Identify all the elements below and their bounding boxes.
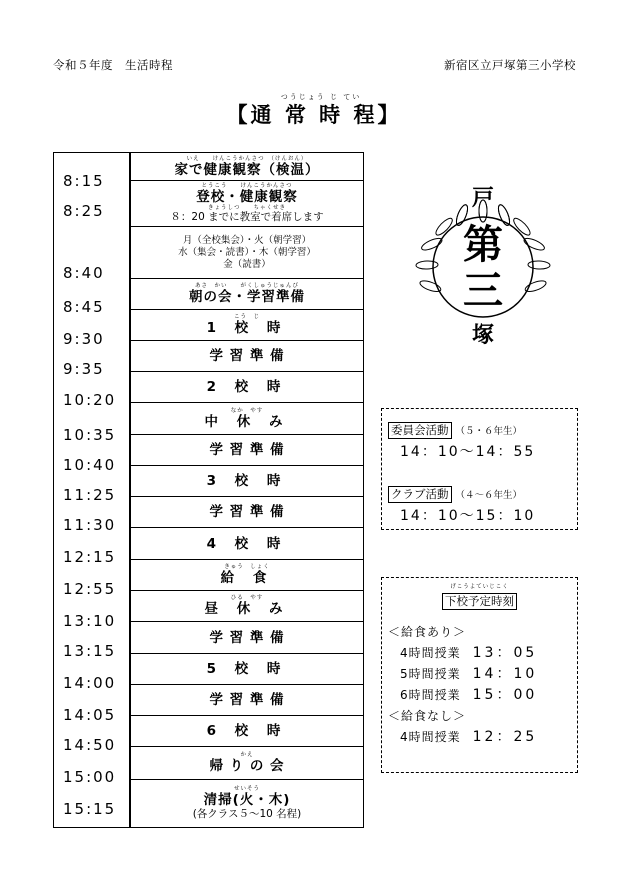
activity-title: 2 校 時 [206, 379, 288, 395]
dismissal-row-label: 6時間授業 [400, 688, 461, 702]
time-text: 8:45 [63, 298, 105, 316]
time-label [54, 707, 129, 723]
dismissal-row [388, 727, 537, 748]
time-text: 12:15 [63, 548, 117, 566]
emblem-char-1: 第 [463, 222, 503, 268]
dismissal-row-time: 15：00 [472, 687, 538, 703]
laurel-leaf [523, 236, 546, 252]
activity-ruby: いえ けんこうかんさつ （けんおん） [186, 155, 308, 162]
time-label [54, 769, 129, 785]
activity-line: 水（集会・読書）・木（朝学習） [178, 246, 316, 258]
activity-row [131, 716, 363, 747]
activity-ruby: せいそう [233, 786, 260, 792]
emblem-char-2: 三 [463, 268, 503, 314]
time-text: 10:35 [63, 426, 117, 444]
activity-title: 学 習 準 備 [209, 692, 285, 708]
activity-ruby: ひる やす [230, 595, 264, 601]
time-text: 14:05 [63, 706, 117, 724]
activity-subtitle: ８：20 までに教室で着席します [170, 211, 324, 223]
time-text: 8:25 [63, 202, 105, 220]
activity-title: 家で健康観察（検温） [174, 161, 320, 178]
committee-label: 委員会活動 [388, 422, 452, 439]
activity-row [131, 279, 363, 310]
time-text: 8:40 [63, 264, 105, 282]
page-title [0, 93, 628, 128]
time-label [54, 173, 129, 189]
time-text: 15:15 [63, 800, 117, 818]
emblem-bottom-char: 塚 [471, 323, 495, 348]
activity-title: 学 習 準 備 [209, 348, 285, 364]
activity-title: 学 習 準 備 [209, 629, 285, 646]
laurel-leaf [511, 216, 532, 237]
activity-ruby: きゅう しょく [224, 564, 270, 570]
dismissal-row-label: 4時間授業 [400, 730, 461, 744]
activity-row [131, 372, 363, 403]
committee-note: （５・６年生） [455, 426, 523, 437]
school-emblem [413, 182, 553, 352]
dismissal-row-time: 12：25 [472, 729, 538, 745]
activity-title: 1 校 時 [206, 320, 288, 336]
time-label [54, 265, 129, 281]
schedule-table [53, 152, 364, 828]
activity-row [131, 466, 363, 497]
dismissal-ruby: げこうよていじこく [450, 584, 509, 590]
time-label [54, 427, 129, 443]
activity-row [131, 341, 363, 372]
dismissal-title: 下校予定時刻 [442, 593, 517, 610]
activity-row [131, 622, 363, 654]
activity-title: 中 休 み [204, 413, 290, 430]
activity-line: 月（全校集会）・火（朝学習） [182, 234, 312, 246]
activity-box [381, 408, 578, 530]
activity-sub-ruby: きょうしつ ちゃくせき [207, 205, 286, 211]
with-lunch-heading: ＜給食あり＞ [388, 625, 467, 639]
laurel-leaf [416, 261, 438, 270]
activity-ruby: かえ [240, 752, 254, 758]
dismissal-list [388, 622, 537, 748]
title-ruby: つうじょう じ てい [280, 93, 362, 101]
laurel-leaf [528, 261, 550, 270]
activity-title: 清掃(火・木) [203, 792, 291, 808]
time-label [54, 801, 129, 817]
activity-row [131, 685, 363, 716]
activity-row [131, 310, 363, 341]
emblem-top-char: 戸 [471, 186, 495, 211]
activity-title: 朝の会・学習準備 [189, 289, 305, 305]
time-text: 13:15 [63, 642, 117, 660]
activity-row [131, 528, 363, 560]
activity-ruby: こう じ [233, 314, 260, 320]
activity-row [131, 591, 363, 622]
time-text: 12:55 [63, 580, 117, 598]
activity-title: 昼 休 み [204, 601, 290, 617]
laurel-leaf [420, 236, 443, 252]
time-label [54, 643, 129, 659]
activity-row [131, 403, 363, 435]
time-label [54, 675, 129, 691]
activity-row [131, 153, 363, 181]
time-text: 14:50 [63, 736, 117, 754]
time-text: 13:10 [63, 612, 117, 630]
activity-row [131, 181, 363, 227]
activity-title: 登校・健康観察 [196, 189, 298, 205]
dismissal-row-time: 13：05 [472, 645, 538, 661]
dismissal-heading [382, 584, 577, 610]
title-text: 【通 常 時 程】 [226, 103, 402, 127]
activity-title: 学 習 準 備 [209, 442, 285, 458]
time-label [54, 581, 129, 597]
time-text: 11:30 [63, 516, 117, 534]
time-text: 10:40 [63, 456, 117, 474]
activity-title: 3 校 時 [206, 473, 288, 489]
activity-title: 5 校 時 [206, 661, 288, 677]
dismissal-row-label: 4時間授業 [400, 646, 461, 660]
time-label [54, 549, 129, 565]
time-label [54, 203, 129, 219]
time-label [54, 487, 129, 503]
dismissal-row [388, 643, 537, 664]
time-text: 14:00 [63, 674, 117, 692]
club-label: クラブ活動 [388, 486, 452, 503]
dismissal-row-label: 5時間授業 [400, 667, 461, 681]
time-label [54, 392, 129, 408]
activity-row [131, 227, 363, 279]
activity-row [131, 435, 363, 466]
activity-title: 6 校 時 [206, 723, 288, 739]
club-time: 14：10～15：10 [400, 508, 536, 524]
header-title: 令和５年度 生活時程 [53, 58, 173, 72]
activity-row [131, 747, 363, 780]
activity-title: 帰 り の 会 [209, 758, 285, 774]
activity-row [131, 780, 363, 827]
school-name: 新宿区立戸塚第三小学校 [444, 58, 576, 72]
activity-row [131, 654, 363, 685]
activity-ruby: なか やす [230, 407, 264, 414]
time-text: 11:25 [63, 486, 117, 504]
activity-ruby: あさ かい がくしゅうじゅんび [194, 283, 299, 289]
time-text: 9:35 [63, 360, 105, 378]
club-note: （４～６年生） [455, 490, 523, 501]
activity-subtitle: (各クラス５～10 名程) [192, 808, 302, 820]
activity-title: 給 食 [220, 570, 274, 586]
activity-title: 4 校 時 [206, 535, 288, 552]
time-text: 10:20 [63, 391, 117, 409]
time-label [54, 517, 129, 533]
activity-row [131, 497, 363, 528]
without-lunch-heading: ＜給食なし＞ [388, 709, 467, 723]
time-text: 15:00 [63, 768, 117, 786]
laurel-leaf [434, 216, 455, 237]
dismissal-row [388, 664, 537, 685]
time-text: 8:15 [63, 172, 105, 190]
time-label [54, 613, 129, 629]
time-label [54, 737, 129, 753]
time-text: 9:30 [63, 330, 105, 348]
time-label [54, 331, 129, 347]
activity-line: 金（読書） [223, 258, 271, 270]
committee-time: 14：10～14：55 [400, 444, 536, 460]
activity-ruby: とうこう けんこうかんさつ [201, 183, 293, 189]
dismissal-row-time: 14：10 [472, 666, 538, 682]
dismissal-box [381, 577, 578, 773]
activity-row [131, 560, 363, 591]
activity-title: 学 習 準 備 [209, 504, 285, 520]
time-label [54, 361, 129, 377]
time-label [54, 457, 129, 473]
time-label [54, 299, 129, 315]
dismissal-row [388, 685, 537, 706]
